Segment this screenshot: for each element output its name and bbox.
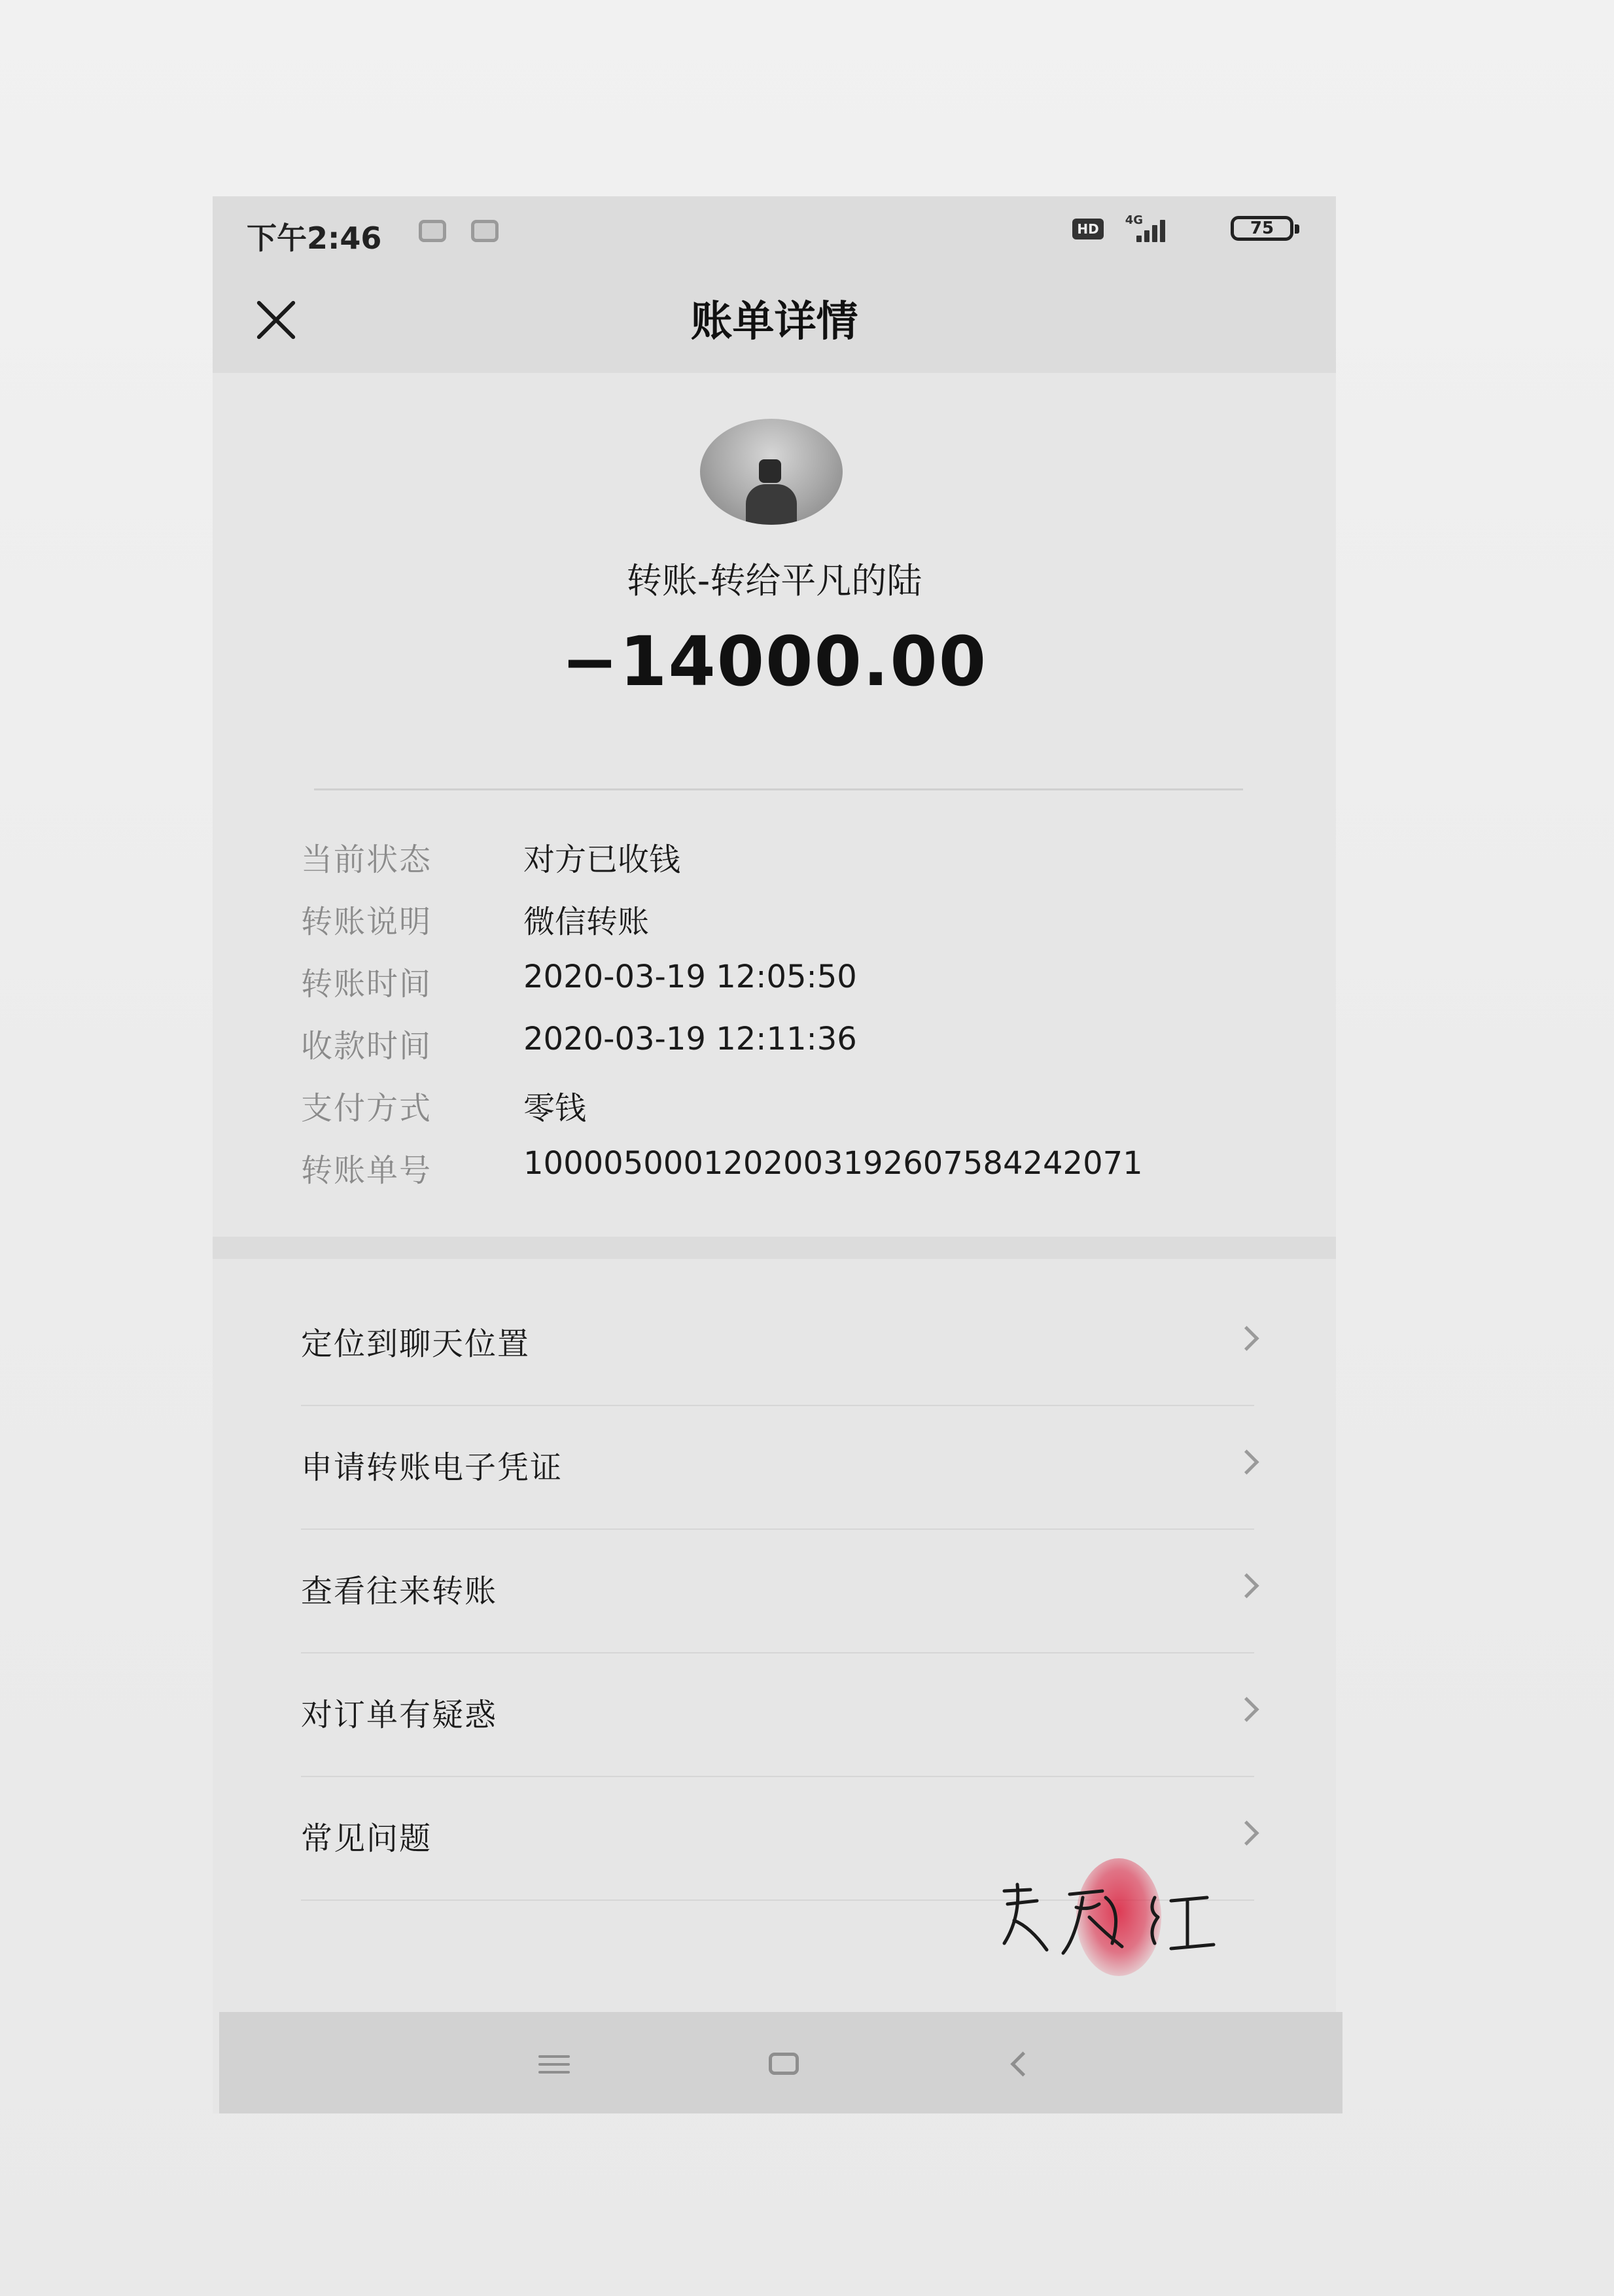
- chevron-right-icon: [1234, 1573, 1259, 1598]
- detail-value: 微信转账: [523, 904, 650, 940]
- payee-line: 转账-转给平凡的陆: [626, 560, 922, 601]
- chevron-right-icon: [1234, 1697, 1259, 1722]
- handwritten-signature: [991, 1871, 1227, 1963]
- page-title: 账单详情: [690, 298, 858, 346]
- detail-value: 2020-03-19 12:05:50: [523, 959, 857, 995]
- chevron-right-icon: [1234, 1326, 1259, 1351]
- menu-icon[interactable]: [538, 2055, 570, 2075]
- menu-item-locate-chat[interactable]: [301, 1282, 1254, 1406]
- detail-row-payment-method: [301, 1083, 1282, 1145]
- hd-icon: HD: [1072, 219, 1104, 239]
- detail-value: 对方已收钱: [523, 841, 681, 878]
- menu-item-label: 对订单有疑惑: [301, 1697, 498, 1733]
- action-menu: [213, 1282, 1336, 1901]
- detail-list: [301, 834, 1282, 1207]
- detail-label: 支付方式: [301, 1090, 432, 1127]
- system-nav-bar: [219, 2012, 1342, 2113]
- notification-icon: [419, 220, 446, 242]
- detail-label: 当前状态: [301, 841, 432, 878]
- detail-row-transfer-time: [301, 959, 1282, 1021]
- detail-value: 零钱: [523, 1090, 587, 1127]
- signal-icon: [1136, 216, 1176, 242]
- menu-item-order-question[interactable]: [301, 1653, 1254, 1777]
- alarm-icon: [471, 220, 499, 242]
- detail-label: 收款时间: [301, 1028, 432, 1065]
- chevron-right-icon: [1234, 1820, 1259, 1845]
- transfer-amount: −14000.00: [561, 622, 988, 701]
- network-type: 4G: [1125, 213, 1143, 227]
- detail-label: 转账时间: [301, 966, 432, 1002]
- menu-item-label: 查看往来转账: [301, 1573, 498, 1610]
- detail-row-receive-time: [301, 1021, 1282, 1083]
- phone-screen: [213, 196, 1336, 2113]
- detail-row-transfer-id: [301, 1145, 1282, 1207]
- menu-item-label: 定位到聊天位置: [301, 1326, 531, 1362]
- detail-row-note: [301, 896, 1282, 959]
- battery-icon: 75: [1231, 216, 1293, 241]
- menu-item-label: 常见问题: [301, 1820, 432, 1857]
- payee-avatar[interactable]: [700, 419, 843, 525]
- detail-label: 转账单号: [301, 1152, 432, 1189]
- top-bar: [213, 196, 1336, 373]
- detail-label: 转账说明: [301, 904, 432, 940]
- detail-value: 1000050001202003192607584242071: [523, 1145, 1143, 1182]
- home-icon[interactable]: [769, 2053, 799, 2075]
- divider: [314, 788, 1243, 790]
- detail-row-status: [301, 834, 1282, 896]
- menu-item-label: 申请转账电子凭证: [301, 1449, 563, 1486]
- menu-item-e-receipt[interactable]: [301, 1406, 1254, 1530]
- section-separator: [213, 1237, 1336, 1259]
- detail-value: 2020-03-19 12:11:36: [523, 1021, 857, 1057]
- back-icon[interactable]: [1010, 2051, 1035, 2076]
- status-time: 下午2:46: [247, 221, 382, 256]
- chevron-right-icon: [1234, 1449, 1259, 1474]
- menu-item-transfer-history[interactable]: [301, 1530, 1254, 1653]
